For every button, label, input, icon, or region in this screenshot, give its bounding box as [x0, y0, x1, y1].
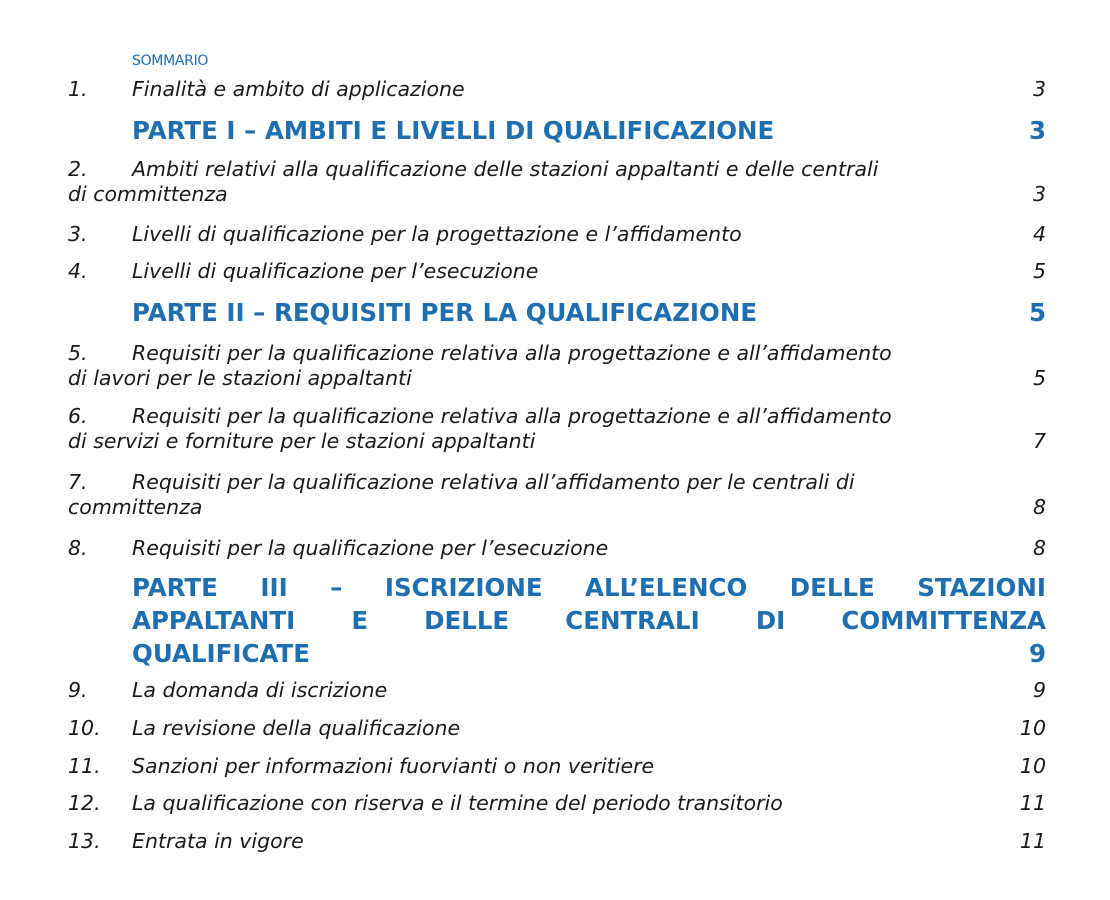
entry-title-line1: Ambiti relativi alla qualificazione delle stazioni appaltanti e delle centrali	[132, 157, 879, 181]
toc-entry-7[interactable]	[68, 470, 1046, 520]
entry-page: 7	[1032, 429, 1046, 453]
entry-number: 10.	[68, 716, 101, 740]
entry-number: 7.	[68, 470, 88, 494]
entry-page: 10	[1019, 754, 1046, 778]
entry-title: Finalità e ambito di applicazione	[132, 77, 465, 101]
toc-part-3[interactable]	[132, 571, 1046, 670]
entry-title: Sanzioni per informazioni fuorvianti o non veritiere	[132, 754, 655, 778]
entry-number: 1.	[68, 77, 88, 101]
entry-page: 11	[1019, 791, 1046, 815]
toc-entry-6[interactable]	[68, 404, 1046, 454]
entry-page: 3	[1032, 182, 1046, 206]
entry-page: 8	[1032, 495, 1046, 519]
entry-number: 12.	[68, 791, 101, 815]
entry-title-line2: di committenza	[68, 182, 228, 206]
entry-title: Livelli di qualificazione per la progettazione e l’affidamento	[132, 222, 742, 246]
entry-title: La revisione della qualificazione	[132, 716, 461, 740]
entry-number: 8.	[68, 536, 88, 560]
entry-title-line2: committenza	[68, 495, 203, 519]
toc-entry-2[interactable]	[68, 157, 1046, 207]
entry-page: 4	[1032, 222, 1046, 246]
entry-page: 9	[1032, 678, 1046, 702]
entry-page: 11	[1019, 829, 1046, 853]
entry-title: Livelli di qualificazione per l’esecuzione	[132, 259, 539, 283]
part-page: 9	[1028, 639, 1046, 668]
entry-title-line1: Requisiti per la qualificazione relativa all’affidamento per le centrali di	[132, 470, 855, 494]
entry-number: 6.	[68, 404, 88, 428]
part-title-line3: QUALIFICATE	[132, 639, 310, 668]
part-page: 5	[1028, 298, 1046, 327]
entry-title-line2: di lavori per le stazioni appaltanti	[68, 366, 412, 390]
entry-title-line1: Requisiti per la qualificazione relativa alla progettazione e all’affidamento	[132, 341, 892, 365]
entry-number: 3.	[68, 222, 88, 246]
entry-page: 8	[1032, 536, 1046, 560]
entry-title: La qualificazione con riserva e il termine del periodo transitorio	[132, 791, 783, 815]
entry-number: 11.	[68, 754, 101, 778]
entry-title: Requisiti per la qualificazione per l’esecuzione	[132, 536, 609, 560]
entry-title: La domanda di iscrizione	[132, 678, 388, 702]
part-page: 3	[1028, 116, 1046, 145]
entry-number: 4.	[68, 259, 88, 283]
entry-title-line2: di servizi e forniture per le stazioni appaltanti	[68, 429, 536, 453]
entry-number: 2.	[68, 157, 88, 181]
part-title: PARTE I – AMBITI E LIVELLI DI QUALIFICAZIONE	[132, 116, 775, 145]
part-title-line1: PARTE III – ISCRIZIONE ALL’ELENCO DELLE STAZIONI	[132, 573, 1046, 602]
entry-title: Entrata in vigore	[132, 829, 304, 853]
entry-page: 5	[1032, 259, 1046, 283]
entry-number: 9.	[68, 678, 88, 702]
entry-page: 3	[1032, 77, 1046, 101]
toc-heading: SOMMARIO	[132, 53, 209, 69]
entry-page: 10	[1019, 716, 1046, 740]
entry-page: 5	[1032, 366, 1046, 390]
entry-number: 13.	[68, 829, 101, 853]
part-title-line2: APPALTANTI E DELLE CENTRALI DI COMMITTENZA	[132, 606, 1046, 635]
entry-title-line1: Requisiti per la qualificazione relativa alla progettazione e all’affidamento	[132, 404, 892, 428]
entry-number: 5.	[68, 341, 88, 365]
part-title: PARTE II – REQUISITI PER LA QUALIFICAZIONE	[132, 298, 758, 327]
toc-entry-5[interactable]	[68, 341, 1046, 391]
